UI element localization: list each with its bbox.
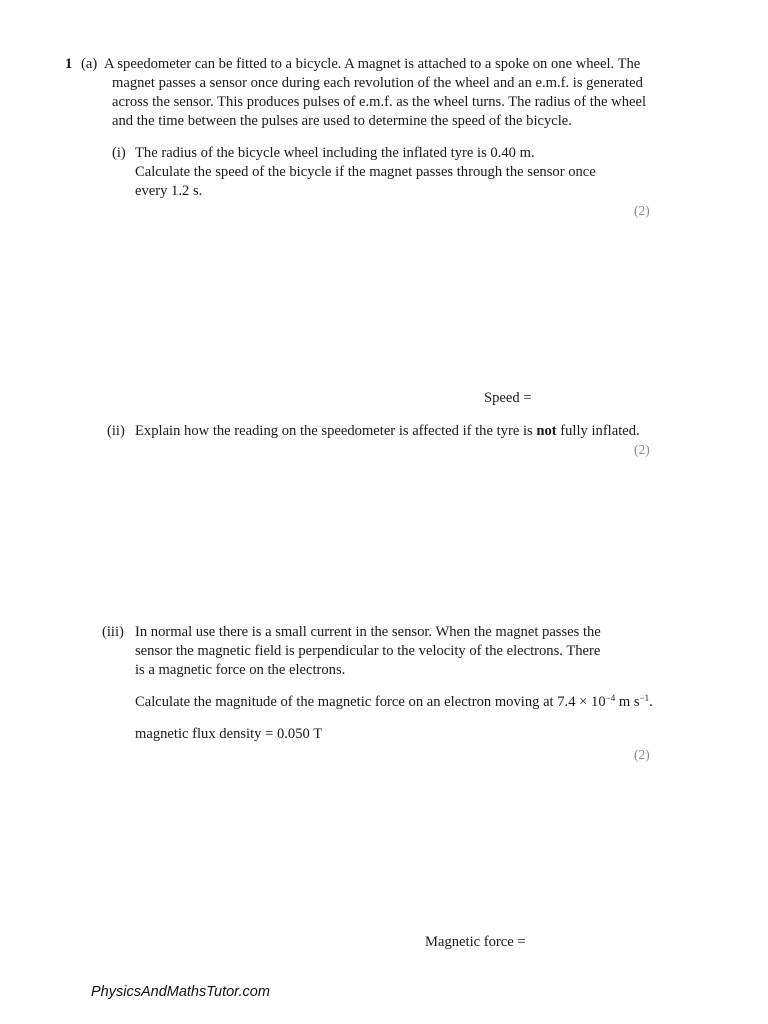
calc-end: .	[649, 694, 653, 710]
calc-text: Calculate the magnitude of the magnetic force on an electron moving at 7.4 × 10	[135, 694, 606, 710]
intro-line-1: A speedometer can be fitted to a bicycle. A magnet is attached to a spoke on one wheel. The	[104, 56, 641, 72]
part-i-line-2: Calculate the speed of the bicycle if the magnet passes through the sensor once	[135, 164, 596, 180]
part-iii-line-3: is a magnetic force on the electrons.	[135, 662, 346, 678]
speed-answer-label: Speed =	[484, 390, 532, 406]
question-number: 1	[65, 56, 73, 72]
part-ii-text-bold: not	[536, 423, 557, 439]
part-ii-label: (ii)	[107, 423, 125, 439]
part-i-marks: (2)	[634, 203, 650, 218]
part-i-label: (i)	[112, 145, 126, 161]
part-i-line-3: every 1.2 s.	[135, 183, 203, 199]
question-part-label: (a)	[81, 56, 98, 72]
part-ii-text-after: fully inflated.	[556, 423, 640, 439]
part-iii-marks: (2)	[634, 747, 650, 762]
intro-line-3: across the sensor. This produces pulses of e.m.f. as the wheel turns. The radius of the wheel	[112, 94, 647, 110]
part-iii-line-2: sensor the magnetic field is perpendicular to the velocity of the electrons. There	[135, 643, 601, 659]
calc-unit-exponent: −1	[639, 693, 650, 703]
part-iii-line-1: In normal use there is a small current in the sensor. When the magnet passes the	[135, 624, 601, 640]
part-i-line-1: The radius of the bicycle wheel including the inflated tyre is 0.40 m.	[135, 145, 535, 161]
magnetic-force-answer-label: Magnetic force =	[425, 934, 526, 950]
part-ii-question	[135, 422, 640, 441]
part-iii-label: (iii)	[102, 624, 124, 640]
calc-exponent: −4	[605, 693, 616, 703]
footer-site-name: PhysicsAndMathsTutor.com	[91, 984, 270, 1000]
calc-unit: m s	[615, 694, 640, 710]
part-ii-text-before: Explain how the reading on the speedometer is affected if the tyre is	[135, 423, 537, 439]
intro-line-2: magnet passes a sensor once during each revolution of the wheel and an e.m.f. is generated	[112, 75, 643, 91]
intro-line-4: and the time between the pulses are used to determine the speed of the bicycle.	[112, 113, 572, 129]
part-iii-calc-line	[135, 693, 653, 712]
flux-density-line: magnetic flux density = 0.050 T	[135, 726, 323, 742]
part-ii-marks: (2)	[634, 442, 650, 457]
